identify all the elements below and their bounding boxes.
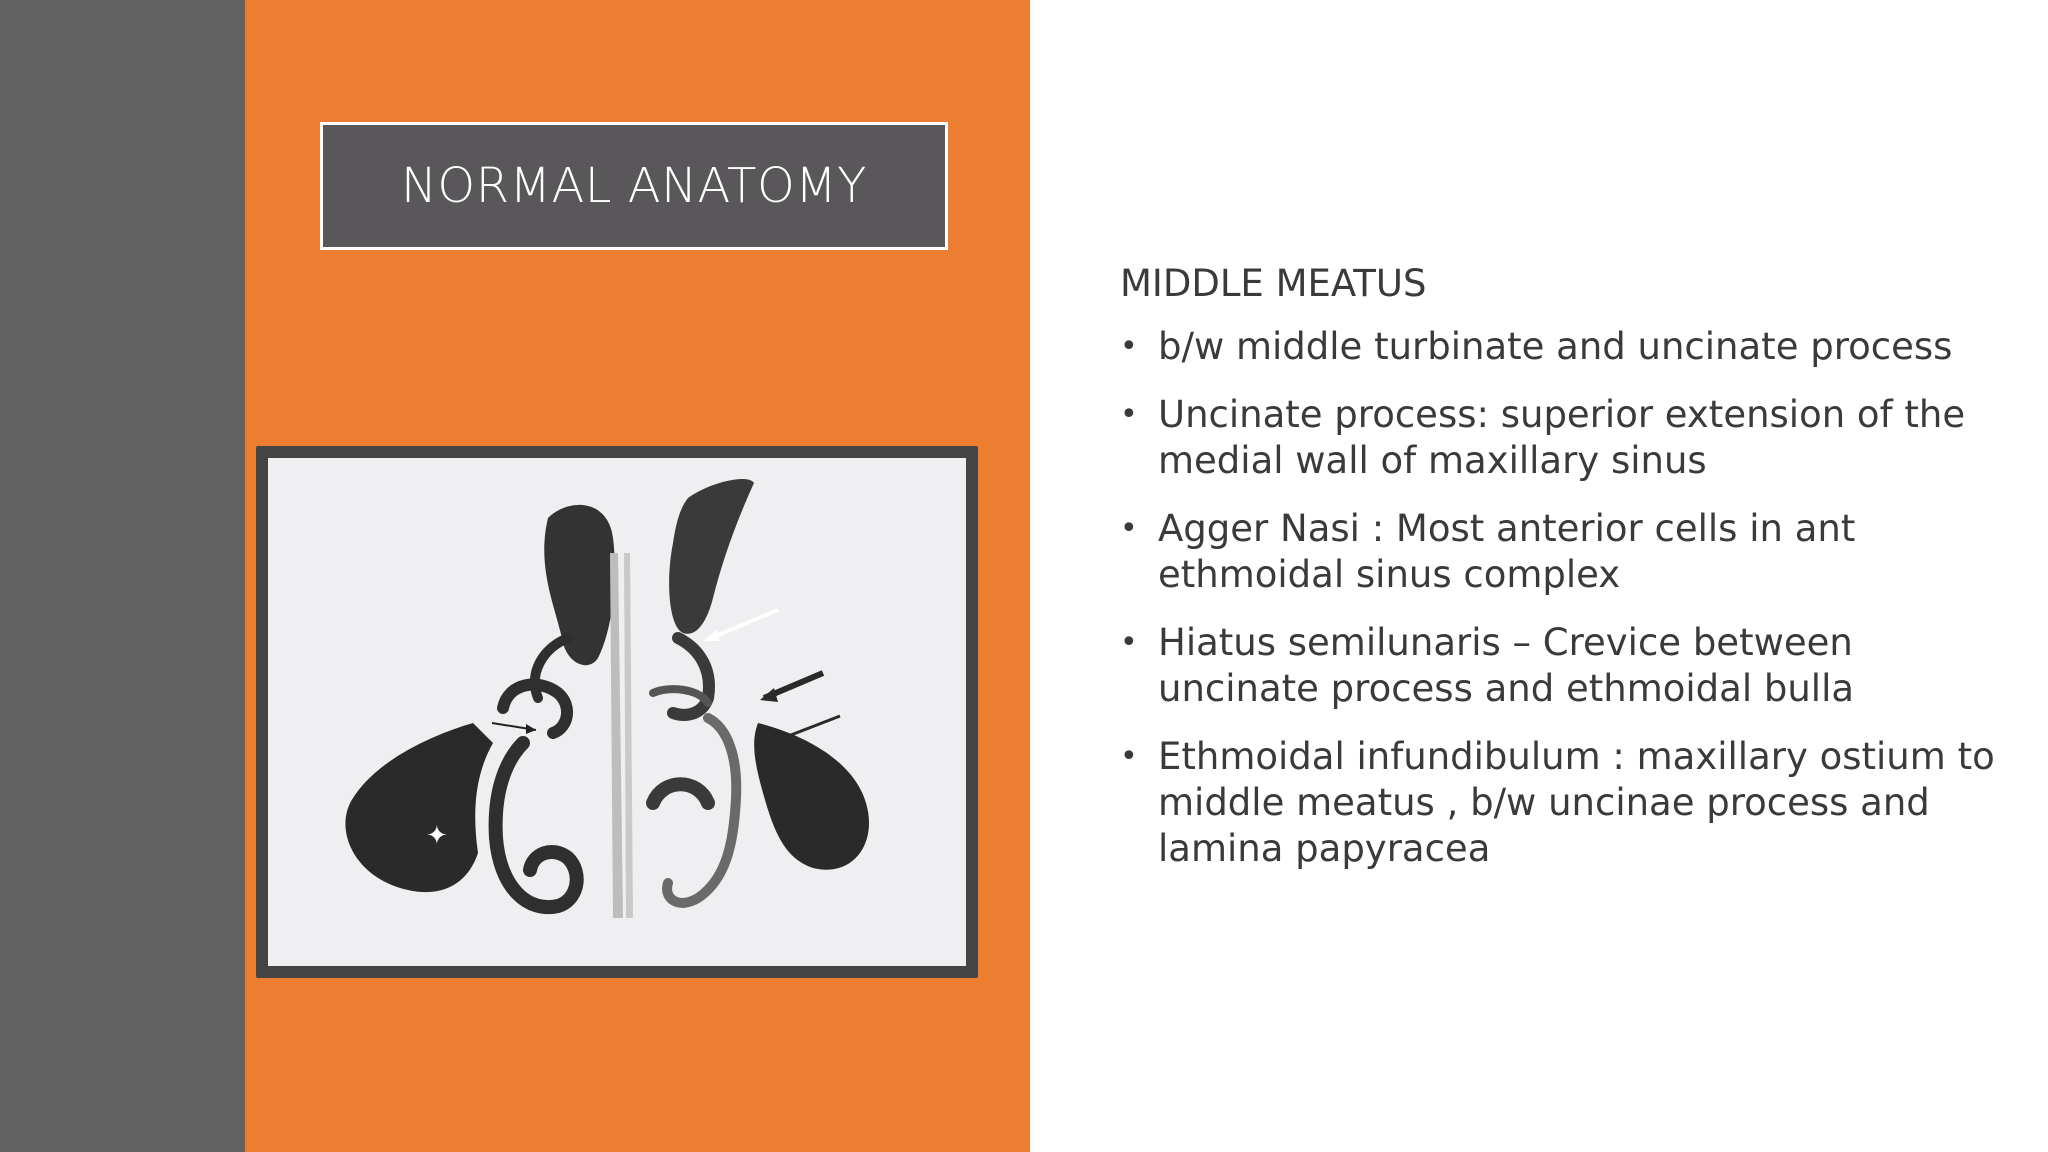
title-box bbox=[320, 122, 948, 250]
bullet-text: b/w middle turbinate and uncinate process bbox=[1158, 325, 1953, 369]
bullet-text: Hiatus semilunaris – Crevice between uncinate process and ethmoidal bulla bbox=[1158, 621, 1855, 711]
bullet-text: Uncinate process: superior extension of the medial wall of maxillary sinus bbox=[1158, 393, 1966, 483]
slide-title: NORMAL ANATOMY bbox=[401, 158, 867, 214]
sinus-anatomy-figure bbox=[268, 458, 966, 966]
bullet-dot: • bbox=[1120, 739, 1138, 775]
bullet-text: Agger Nasi : Most anterior cells in ant ethmoidal sinus complex bbox=[1158, 507, 1856, 597]
bullet-item bbox=[1120, 324, 2000, 370]
bullet-dot: • bbox=[1120, 511, 1138, 547]
figure-frame bbox=[256, 446, 978, 978]
section-heading: MIDDLE MEATUS bbox=[1120, 262, 1427, 305]
bullet-item bbox=[1120, 392, 2000, 484]
bullet-dot: • bbox=[1120, 329, 1138, 365]
bullet-list bbox=[1120, 324, 2000, 872]
bullet-dot: • bbox=[1120, 625, 1138, 661]
bullet-item bbox=[1120, 734, 2000, 872]
bullet-item bbox=[1120, 620, 2000, 712]
bullet-text: Ethmoidal infundibulum : maxillary ostium to middle meatus , b/w uncinae process and lamina papyracea bbox=[1158, 735, 1995, 871]
left-accent-bar bbox=[0, 0, 245, 1152]
bullet-dot: • bbox=[1120, 397, 1138, 433]
star-marker: ✦ bbox=[426, 821, 448, 851]
content-area bbox=[1120, 262, 2000, 894]
bullet-item bbox=[1120, 506, 2000, 598]
sinus-diagram-svg bbox=[268, 458, 966, 966]
